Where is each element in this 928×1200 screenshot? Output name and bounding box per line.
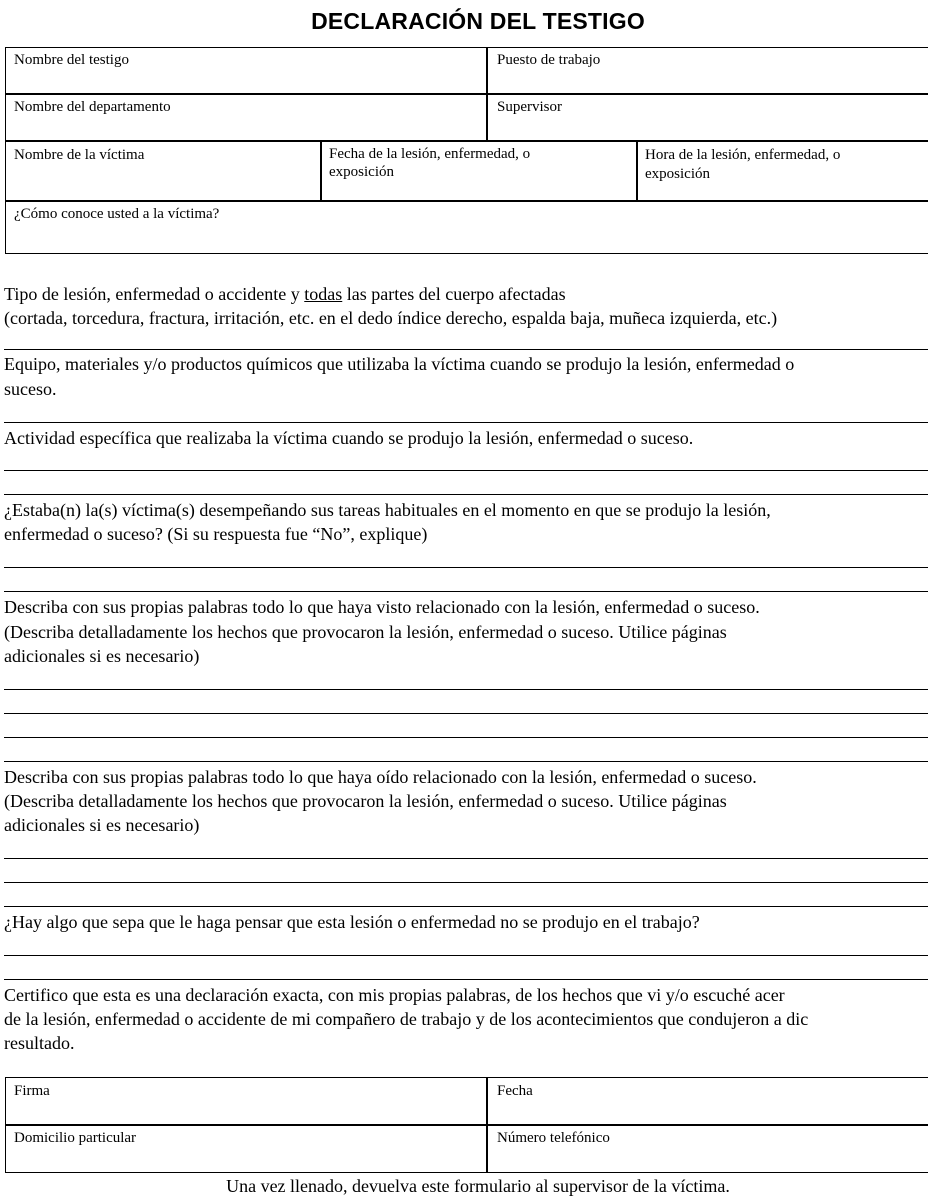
field-fecha[interactable] — [486, 1077, 928, 1126]
answer-line[interactable] — [4, 761, 928, 762]
question-visto-hint-cont: adicionales si es necesario) — [4, 646, 200, 666]
field-nombre-departamento[interactable] — [5, 93, 488, 142]
certification-text-cont: de la lesión, enfermedad o accidente de mi compañero de trabajo y de los acontecimientos que condujeron a dic — [4, 1009, 809, 1029]
answer-line[interactable] — [4, 882, 928, 883]
question-visto: Describa con sus propias palabras todo lo que haya visto relacionado con la lesión, enfermedad o suceso. — [4, 597, 760, 617]
field-label: Supervisor — [497, 99, 562, 115]
answer-line[interactable] — [4, 422, 928, 423]
field-label: Hora de la lesión, enfermedad, o — [645, 147, 841, 163]
answer-line[interactable] — [4, 470, 928, 471]
question-hay-algo: ¿Hay algo que sepa que le haga pensar que esta lesión o enfermedad no se produjo en el trabajo? — [4, 912, 700, 932]
answer-line[interactable] — [4, 567, 928, 568]
field-label: Número telefónico — [497, 1130, 610, 1146]
certification-text: Certifico que esta es una declaración exacta, con mis propias palabras, de los hechos que vi y/o escuché acer — [4, 985, 785, 1005]
field-nombre-victima[interactable] — [5, 140, 322, 202]
field-supervisor[interactable] — [486, 93, 928, 142]
question-oido-hint: (Describa detalladamente los hechos que provocaron la lesión, enfermedad o suceso. Utilice páginas — [4, 791, 727, 811]
answer-line[interactable] — [4, 955, 928, 956]
answer-line[interactable] — [4, 713, 928, 714]
page-title: DECLARACIÓN DEL TESTIGO — [311, 8, 645, 34]
answer-line[interactable] — [4, 349, 928, 350]
answer-line[interactable] — [4, 689, 928, 690]
answer-line[interactable] — [4, 979, 928, 980]
question-equipo-cont: suceso. — [4, 379, 57, 399]
field-label: Firma — [14, 1083, 50, 1099]
question-tipo-lesion — [4, 282, 566, 306]
certification-text-end: resultado. — [4, 1033, 75, 1053]
field-como-conoce[interactable] — [5, 200, 928, 254]
question-oido: Describa con sus propias palabras todo lo que haya oído relacionado con la lesión, enfermedad o suceso. — [4, 767, 757, 787]
field-label: exposición — [645, 166, 710, 182]
footer-instructions: Una vez llenado, devuelva este formulario al supervisor de la víctima. — [226, 1176, 730, 1196]
field-label: Puesto de trabajo — [497, 52, 601, 68]
field-nombre-testigo[interactable] — [5, 47, 488, 95]
field-label: Fecha — [497, 1083, 533, 1099]
question-text-underlined: todas — [304, 284, 343, 304]
answer-line[interactable] — [4, 737, 928, 738]
question-actividad: Actividad específica que realizaba la víctima cuando se produjo la lesión, enfermedad o suceso. — [4, 428, 694, 448]
field-label: Domicilio particular — [14, 1130, 137, 1146]
field-label: ¿Cómo conoce usted a la víctima? — [14, 206, 220, 222]
answer-line[interactable] — [4, 591, 928, 592]
question-visto-hint: (Describa detalladamente los hechos que provocaron la lesión, enfermedad o suceso. Utilice páginas — [4, 622, 727, 642]
field-label: Nombre del departamento — [14, 99, 171, 115]
field-label: Nombre de la víctima — [14, 147, 145, 163]
field-domicilio[interactable] — [5, 1124, 488, 1173]
field-label: exposición — [329, 164, 394, 180]
answer-line[interactable] — [4, 858, 928, 859]
answer-line[interactable] — [4, 906, 928, 907]
field-label: Fecha de la lesión, enfermedad, o — [329, 146, 531, 162]
question-text: las partes del cuerpo afectadas — [342, 284, 566, 304]
field-label: Nombre del testigo — [14, 52, 129, 68]
field-telefono[interactable] — [486, 1124, 928, 1173]
question-oido-hint-cont: adicionales si es necesario) — [4, 815, 200, 835]
question-tipo-lesion-hint: (cortada, torcedura, fractura, irritación, etc. en el dedo índice derecho, espalda baja, muñeca izquierda, etc.) — [4, 308, 778, 328]
field-hora-lesion[interactable] — [636, 140, 928, 202]
question-text: Tipo de lesión, enfermedad o accidente y — [4, 284, 305, 304]
field-puesto-trabajo[interactable] — [486, 47, 928, 95]
question-tareas-cont: enfermedad o suceso? (Si su respuesta fue “No”, explique) — [4, 524, 428, 544]
field-fecha-lesion[interactable] — [320, 140, 638, 202]
field-firma[interactable] — [5, 1077, 488, 1126]
question-tareas: ¿Estaba(n) la(s) víctima(s) desempeñando sus tareas habituales en el momento en que se produjo la lesión, — [4, 500, 771, 520]
answer-line[interactable] — [4, 494, 928, 495]
question-equipo: Equipo, materiales y/o productos químicos que utilizaba la víctima cuando se produjo la lesión, enfermedad o — [4, 354, 795, 374]
